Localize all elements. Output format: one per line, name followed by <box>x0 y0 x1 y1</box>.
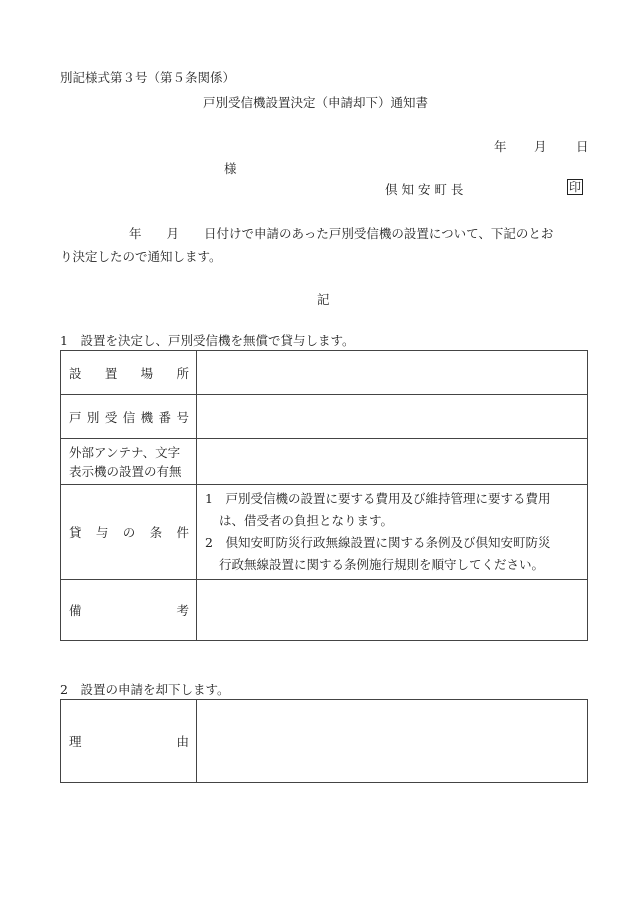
intro-line-1: 年 月 日付けで申請のあった戸別受信機の設置について、下記のとお <box>129 226 554 241</box>
decision-table <box>60 350 588 641</box>
rejection-table <box>60 699 588 783</box>
remarks-label: 備 考 <box>69 603 189 618</box>
date-month: 月 <box>534 139 547 154</box>
remarks-value-cell[interactable] <box>197 580 588 641</box>
conditions-label: 貸 与 の 条 件 <box>69 525 189 540</box>
date-day: 日 <box>576 139 589 154</box>
form-number: 別記様式第３号（第５条関係） <box>60 70 236 85</box>
reason-label: 理 由 <box>69 734 189 749</box>
condition-1-line-1: 1 戸別受信機の設置に要する費用及び維持管理に要する費用 <box>205 491 551 506</box>
conditions-label-cell <box>61 485 197 580</box>
reason-value-cell[interactable] <box>197 700 588 783</box>
remarks-label-cell <box>61 580 197 641</box>
place-value-cell[interactable] <box>197 351 588 395</box>
section2-heading: 2 設置の申請を却下します。 <box>60 682 230 697</box>
antenna-label-cell <box>61 439 197 485</box>
addressee-suffix: 様 <box>224 161 237 176</box>
conditions-value-cell <box>197 485 588 580</box>
ki-heading: 記 <box>317 292 330 307</box>
reason-label-cell <box>61 700 197 783</box>
condition-2-line-2: 行政無線設置に関する条例施行規則を順守してください。 <box>219 557 545 572</box>
place-label: 設 置 場 所 <box>69 365 189 381</box>
receiver-number-label-cell <box>61 395 197 439</box>
receiver-number-label: 戸 別 受 信 機 番 号 <box>69 409 189 425</box>
date-year: 年 <box>494 139 507 154</box>
antenna-label-line-2: 表示機の設置の有無 <box>69 463 182 479</box>
place-label-cell <box>61 351 197 395</box>
antenna-label-line-1: 外部アンテナ、文字 <box>69 444 181 460</box>
intro-line-2: り決定したので通知します。 <box>60 249 222 264</box>
antenna-value-cell[interactable] <box>197 439 588 485</box>
condition-1-line-2: は、借受者の負担となります。 <box>219 513 394 528</box>
issuer-name: 倶 知 安 町 長 <box>385 182 464 197</box>
section1-heading: 1 設置を決定し、戸別受信機を無償で貸与します。 <box>60 333 355 348</box>
receiver-number-value-cell[interactable] <box>197 395 588 439</box>
document-title: 戸別受信機設置決定（申請却下）通知書 <box>203 95 429 110</box>
seal-mark: 印 <box>569 180 582 194</box>
condition-2-line-1: 2 倶知安町防災行政無線設置に関する条例及び倶知安町防災 <box>205 535 551 550</box>
